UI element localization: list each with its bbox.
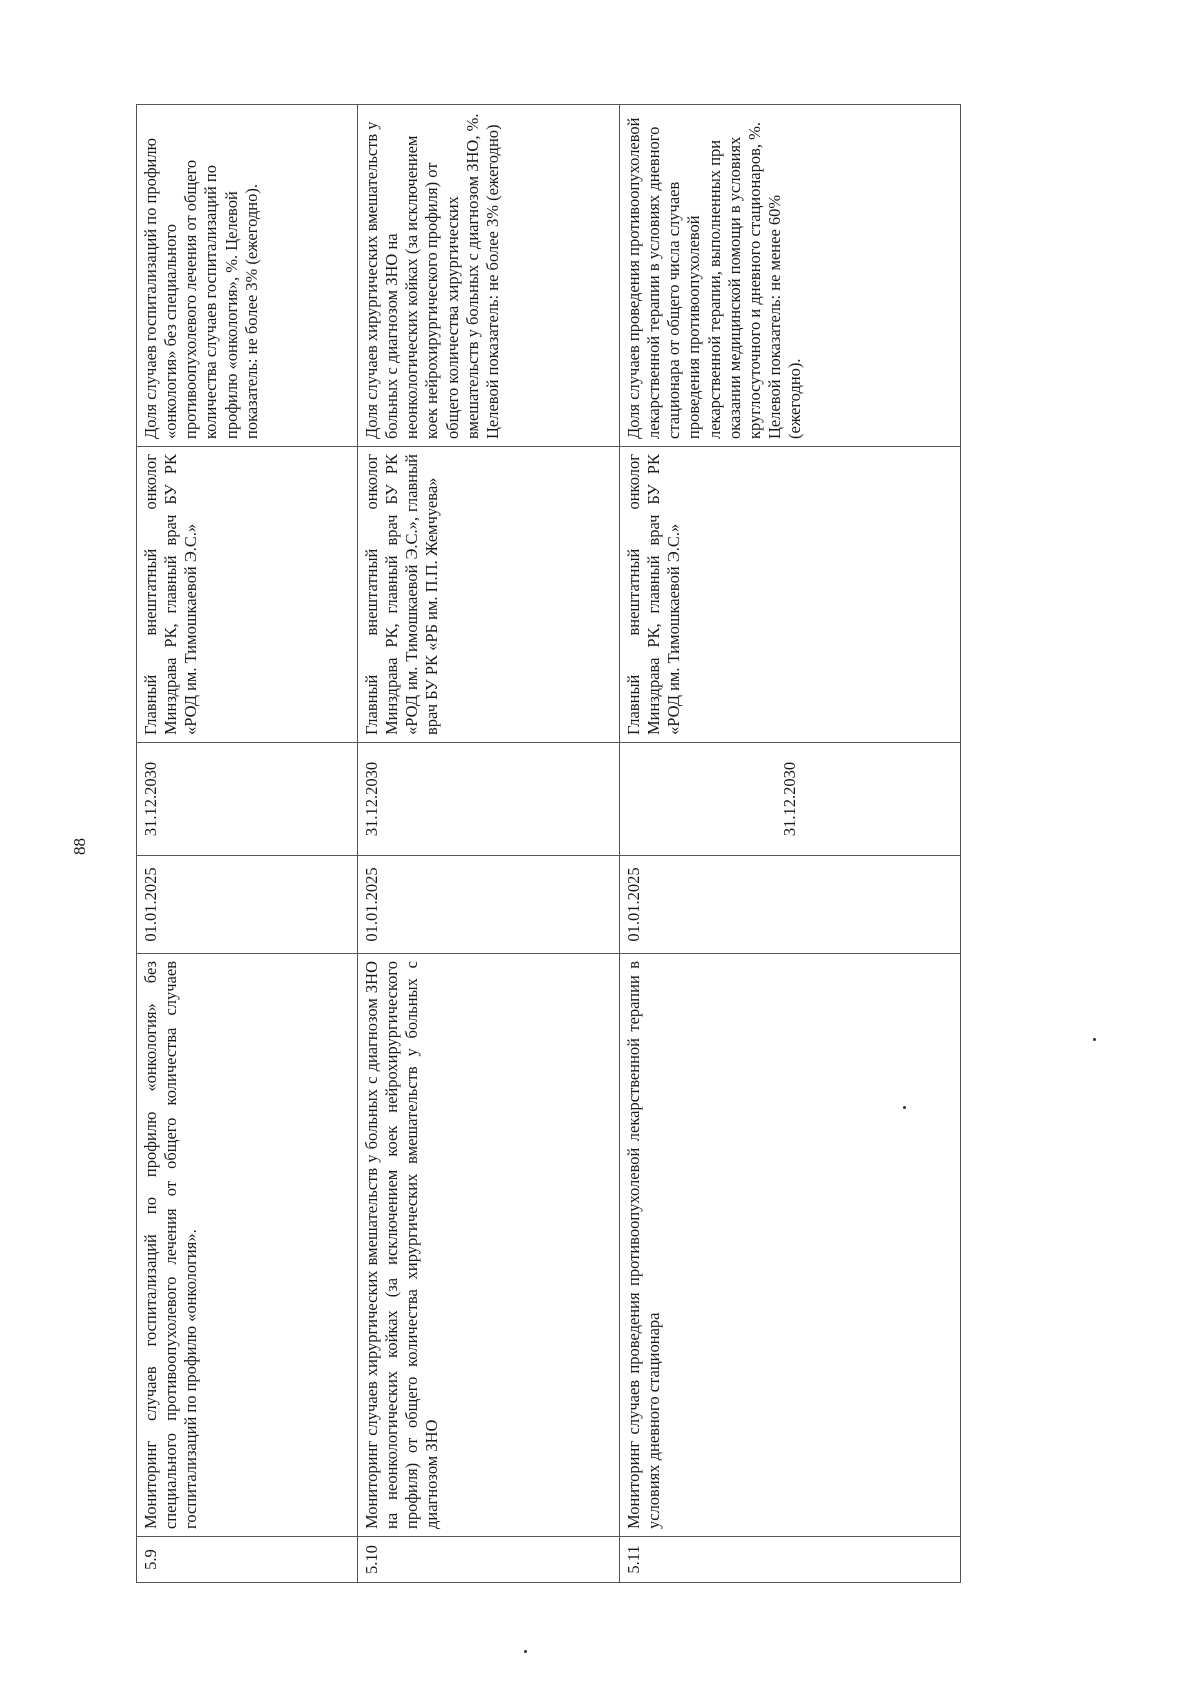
- responsible-cell: Главный внештатный онколог Минздрава РК, главный врач БУ РК «РОД им. Тимошкаевой Э.С.»: [137, 447, 358, 743]
- page-number: 88: [70, 838, 89, 855]
- table-row: [137, 105, 358, 1583]
- indicator-cell: Доля случаев госпитализаций по профилю «онкология» без специального противоопухолевого лечения от общего количества случаев госпитализаций по профилю «онкология», %. Целевой показатель: не более 3% (ежегодно).: [137, 105, 358, 447]
- activity-cell: Мониторинг случаев хирургических вмешательств у больных с диагнозом ЗНО на неонкологических койках (за исключением коек нейрохирургического профиля) от общего количества хирургических вмешательств у больных с диагнозом ЗНО: [358, 954, 620, 1537]
- scan-speck: [1093, 1038, 1096, 1041]
- activity-table: [136, 104, 961, 1583]
- end-date-cell: 31.12.2030: [620, 743, 961, 856]
- scan-speck: [903, 1106, 906, 1109]
- row-number: 5.11: [620, 1537, 961, 1583]
- responsible-cell: Главный внештатный онколог Минздрава РК, главный врач БУ РК «РОД им. Тимошкаевой Э.С.», главный врач БУ РК «РБ им. П.П. Жемчуева»: [358, 447, 620, 743]
- table-row: [358, 105, 620, 1583]
- responsible-cell: Главный внештатный онколог Минздрава РК, главный врач БУ РК «РОД им. Тимошкаевой Э.С.»: [620, 447, 961, 743]
- start-date-cell: 01.01.2025: [620, 856, 961, 954]
- end-date-cell: 31.12.2030: [137, 743, 358, 856]
- start-date-cell: 01.01.2025: [358, 856, 620, 954]
- scan-speck: [524, 1650, 527, 1653]
- end-date-cell: 31.12.2030: [358, 743, 620, 856]
- rotated-table-container: [136, 105, 961, 1583]
- activity-cell: Мониторинг случаев проведения противоопухолевой лекарственной терапии в условиях дневного стационара: [620, 954, 961, 1537]
- activity-cell: Мониторинг случаев госпитализаций по профилю «онкология» без специального противоопухолевого лечения от общего количества случаев госпитализаций по профилю «онкология».: [137, 954, 358, 1537]
- table-row: [620, 105, 961, 1583]
- row-number: 5.9: [137, 1537, 358, 1583]
- indicator-cell: Доля случаев хирургических вмешательств у больных с диагнозом ЗНО на неонкологических койках (за исключением коек нейрохирургического профиля) от общего количества хирургических вмешательств у больных с диагнозом ЗНО, %. Целевой показатель: не более 3% (ежегодно): [358, 105, 620, 447]
- start-date-cell: 01.01.2025: [137, 856, 358, 954]
- indicator-cell: Доля случаев проведения противоопухолевой лекарственной терапии в условиях дневного стационара от общего числа случаев проведения противоопухолевой лекарственной терапии, выполненных при оказании медицинской помощи в условиях круглосуточного и дневного стационаров, %. Целевой показатель: не менее 60% (ежегодно).: [620, 105, 961, 447]
- row-number: 5.10: [358, 1537, 620, 1583]
